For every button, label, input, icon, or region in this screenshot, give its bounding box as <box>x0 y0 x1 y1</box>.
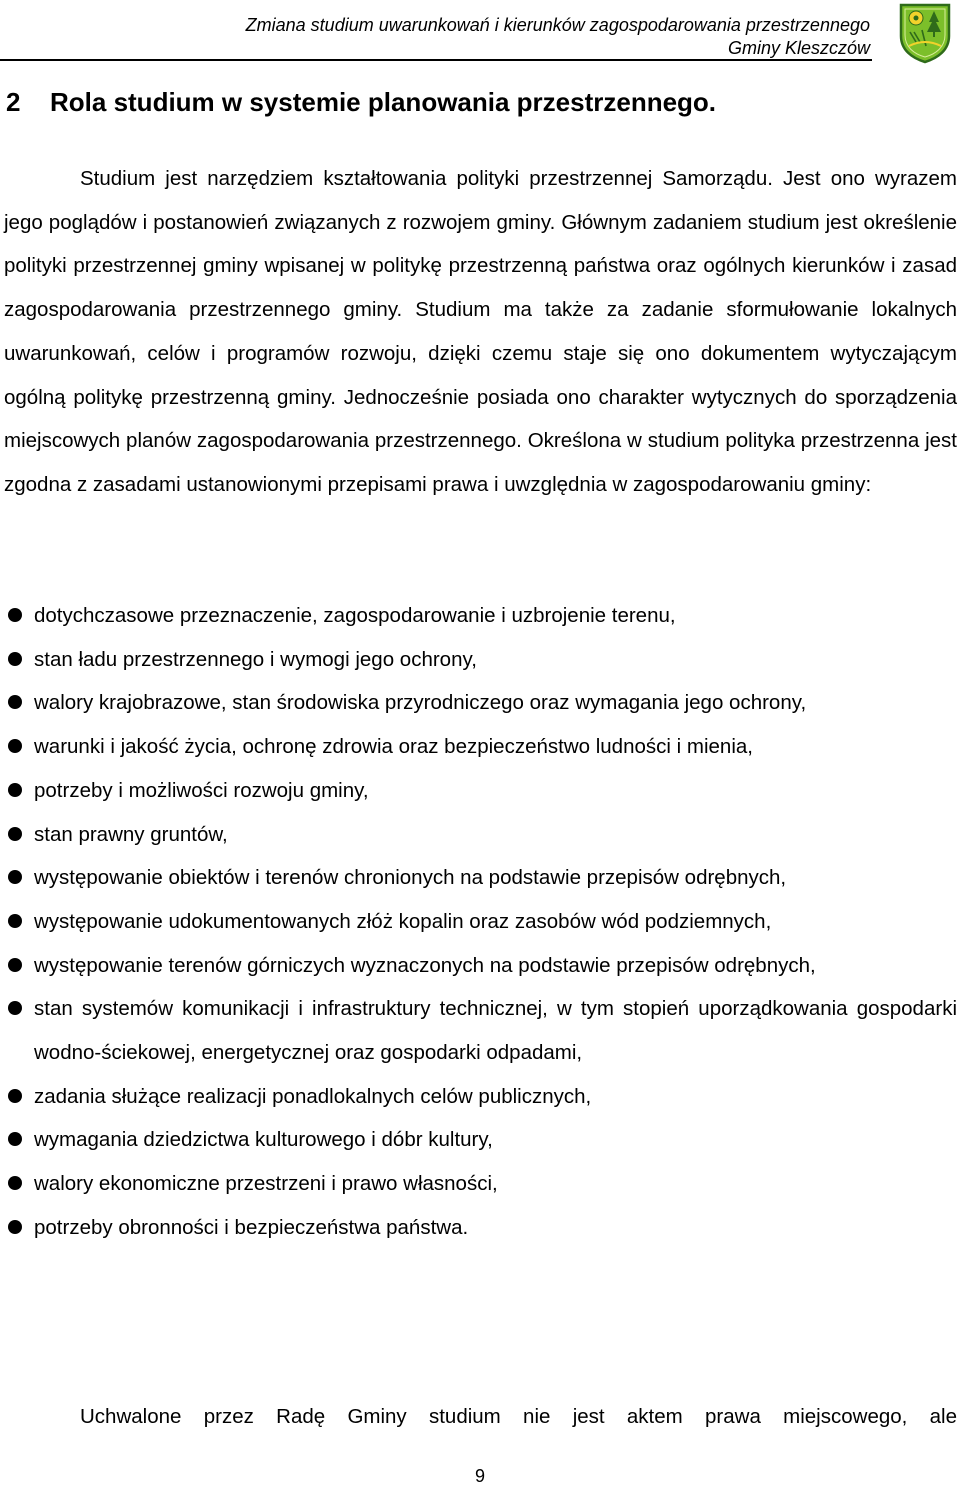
list-item <box>0 856 957 900</box>
list-item <box>0 1162 957 1206</box>
page-header <box>0 0 960 66</box>
bullet-dot-icon <box>8 1132 22 1146</box>
list-item <box>0 1206 957 1250</box>
list-item-text: walory ekonomiczne przestrzeni i prawo własności, <box>34 1172 498 1196</box>
bullet-dot-icon <box>8 739 22 753</box>
municipal-crest-icon <box>898 2 952 64</box>
list-item-text: wymagania dziedzictwa kulturowego i dóbr kultury, <box>34 1128 493 1152</box>
list-item-text: zadania służące realizacji ponadlokalnych celów publicznych, <box>34 1084 592 1108</box>
list-item-text: stan ładu przestrzennego i wymogi jego ochrony, <box>34 647 477 671</box>
bullet-dot-icon <box>8 783 22 797</box>
section-number: 2 <box>6 87 21 117</box>
list-item-text: potrzeby obronności i bezpieczeństwa państwa. <box>34 1215 469 1239</box>
list-item-text: stan prawny gruntów, <box>34 822 228 846</box>
list-item <box>0 1118 957 1162</box>
list-item-text: stan systemów komunikacji i infrastruktury technicznej, w tym stopień uporządkowania gospodarki wodno-ściekowej, energetycznej oraz gospodarki odpadami, <box>34 997 957 1065</box>
header-divider <box>0 59 872 61</box>
page-number: 9 <box>474 1466 485 1486</box>
list-item <box>0 1075 957 1119</box>
intro-paragraph <box>4 157 957 507</box>
bullet-dot-icon <box>8 1089 22 1103</box>
bullet-dot-icon <box>8 1001 22 1015</box>
list-item <box>0 769 957 813</box>
section-title: Rola studium w systemie planowania przestrzennego. <box>50 87 717 117</box>
list-item-text: występowanie udokumentowanych złóż kopalin oraz zasobów wód podziemnych, <box>34 909 772 933</box>
list-item <box>0 594 957 638</box>
bullet-dot-icon <box>8 1220 22 1234</box>
closing-paragraph <box>4 1402 957 1432</box>
list-item <box>0 813 957 857</box>
bullet-dot-icon <box>8 1176 22 1190</box>
section-heading <box>6 86 716 118</box>
closing-paragraph-text: Uchwalone przez Radę Gminy studium nie jest aktem prawa miejscowego, ale <box>80 1405 957 1428</box>
bullet-dot-icon <box>8 914 22 928</box>
list-item-text: występowanie obiektów i terenów chronionych na podstawie przepisów odrębnych, <box>34 866 787 890</box>
list-item <box>0 638 957 682</box>
list-item <box>0 681 957 725</box>
bullet-dot-icon <box>8 870 22 884</box>
list-item-text: walory krajobrazowe, stan środowiska przyrodniczego oraz wymagania jego ochrony, <box>34 691 807 715</box>
list-item <box>0 944 957 988</box>
bullet-dot-icon <box>8 695 22 709</box>
header-line-2: Gminy Kleszczów <box>727 38 870 58</box>
list-item-text: warunki i jakość życia, ochronę zdrowia oraz bezpieczeństwo ludności i mienia, <box>34 735 753 759</box>
list-item <box>0 900 957 944</box>
list-item <box>0 725 957 769</box>
header-title <box>246 14 870 60</box>
list-item-text: występowanie terenów górniczych wyznaczonych na podstawie przepisów odrębnych, <box>34 953 816 977</box>
bullet-dot-icon <box>8 652 22 666</box>
bullet-dot-icon <box>8 958 22 972</box>
header-line-1: Zmiana studium uwarunkowań i kierunków zagospodarowania przestrzennego <box>245 15 870 35</box>
list-item <box>0 987 957 1074</box>
list-item-text: potrzeby i możliwości rozwoju gminy, <box>34 778 369 802</box>
intro-paragraph-text: Studium jest narzędziem kształtowania polityki przestrzennej Samorządu. Jest ono wyrazem jego poglądów i postanowień związanych z rozwojem gminy. Głównym zadaniem studium jest określenie polityki przestrzennej gminy wpisanej w politykę przestrzenną państwa oraz ogólnych kierunków i zasad zagospodarowania przestrzennego gminy. Studium ma także za zadanie sformułowanie lokalnych uwarunkowań, celów i programów rozwoju, dzięki czemu staje się ono dokumentem wytyczającym ogólną politykę przestrzenną gminy. Jednocześnie posiada ono charakter wytycznych do sporządzenia miejscowych planów zagospodarowania przestrzennego. Określona w studium polityka przestrzenna jest zgodna z zasadami ustanowionymi przepisami prawa i uwzględnia w zagospodarowaniu gminy: <box>4 167 957 496</box>
considerations-list <box>0 594 960 1250</box>
list-item-text: dotychczasowe przeznaczenie, zagospodarowanie i uzbrojenie terenu, <box>34 604 676 627</box>
bullet-dot-icon <box>8 608 22 622</box>
bullet-dot-icon <box>8 827 22 841</box>
